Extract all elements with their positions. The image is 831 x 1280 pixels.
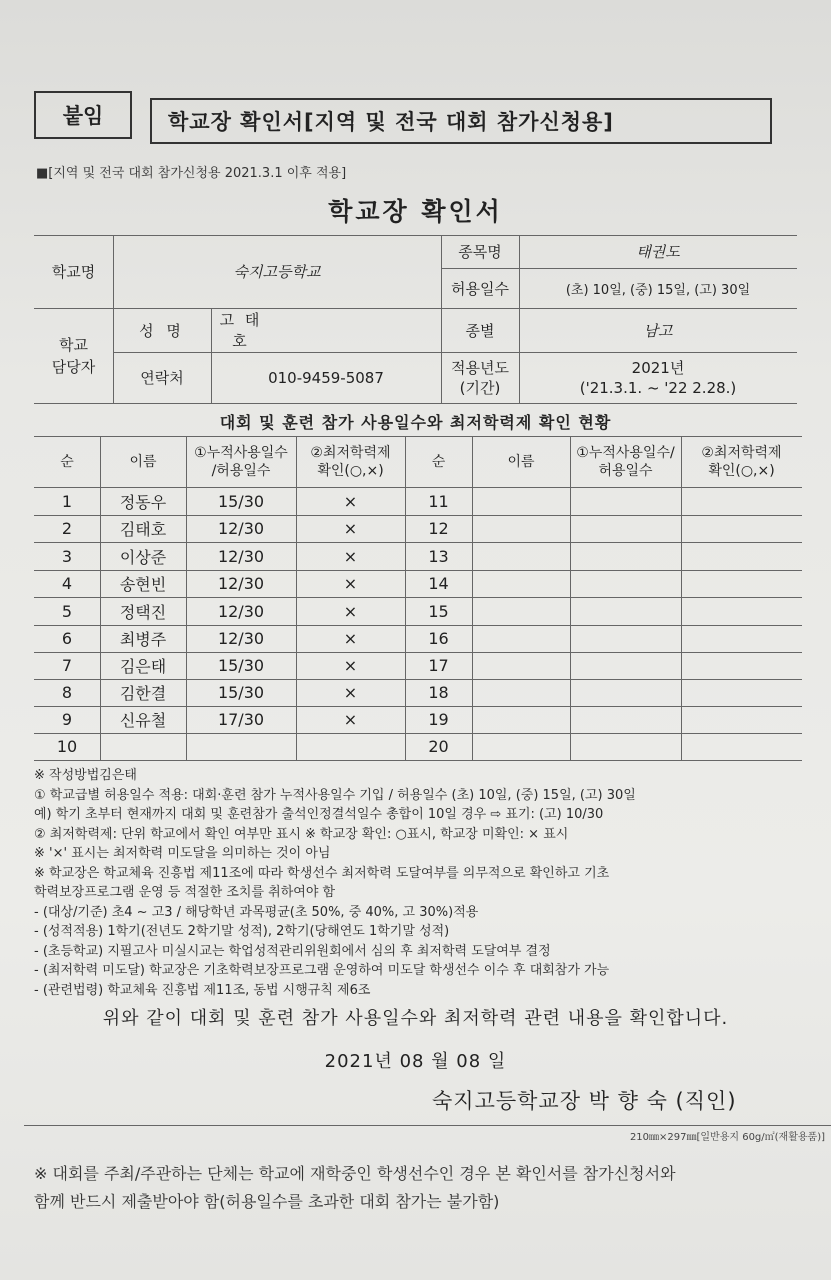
note-line: 학력보장프로그램 운영 등 적절한 조치를 취하여야 함	[34, 885, 336, 900]
manager-label	[34, 308, 113, 403]
col-header-academic-line1: ②최저학력제	[310, 445, 391, 461]
col-header-usage-line1: ①누적사용일수	[194, 445, 288, 461]
row-mark: ×	[343, 602, 358, 621]
manager-label-line1: 학교	[59, 335, 88, 354]
col-header-academic	[296, 437, 405, 487]
note-line: - (최저학력 미도달) 학교장은 기초학력보장프로그램 운영하여 미도달 학생선수 이수 후 대회참가 가능	[34, 963, 610, 978]
gender-value: 남고	[643, 321, 673, 340]
manager-label-line2: 담당자	[51, 357, 96, 376]
year-label	[441, 352, 519, 403]
note-line: ② 최저학력제: 단위 학교에서 확인 여부만 표시 ※ 학교장 확인: ○표시, 학교장 미확인: × 표시	[34, 826, 569, 842]
col-header-name-right: 이름	[507, 454, 535, 470]
row-no: 1	[61, 492, 73, 511]
row-name: 정동우	[119, 493, 167, 512]
row-mark: ×	[343, 492, 358, 511]
event-value: 태권도	[636, 243, 680, 261]
row-name: 김한결	[119, 684, 167, 703]
manager-name: 고 태 호	[219, 311, 263, 350]
year-label-line1: 적용년도	[451, 358, 509, 377]
row-mark: ×	[343, 629, 358, 648]
contact-label: 연락처	[140, 369, 184, 387]
row-mark: ×	[343, 547, 358, 566]
row-no-right: 11	[428, 492, 449, 511]
row-mark: ×	[343, 710, 358, 729]
note-line: - (초등학교) 지필고사 미실시교는 학업성적관리위원회에서 심의 후 최저학력 도달여부 결정	[34, 943, 551, 959]
row-no: 2	[61, 519, 73, 538]
year-label-line2: (기간)	[459, 378, 501, 397]
row-name: 최병주	[119, 630, 167, 649]
col-header-usage	[186, 437, 296, 487]
row-no: 7	[61, 656, 73, 675]
row-no-right: 14	[428, 574, 449, 593]
row-no-right: 18	[428, 683, 449, 702]
row-no-right: 15	[428, 602, 449, 621]
col-header-usage-right-line1: ①누적사용일수/	[576, 445, 675, 461]
year-value	[519, 352, 797, 403]
row-no-right: 19	[428, 710, 449, 729]
row-no-right: 20	[428, 737, 449, 756]
footer-line-1: ※ 대회를 주최/주관하는 단체는 학교에 재학중인 학생선수인 경우 본 확인서를 참가신청서와	[34, 1164, 676, 1183]
row-no: 5	[61, 602, 73, 621]
col-header-academic-right-line2: 확인(○,×)	[708, 463, 775, 479]
footer-line-2: 함께 반드시 제출받아야 함(허용일수를 초과한 대회 참가는 불가함)	[34, 1192, 500, 1211]
row-name: 이상준	[119, 548, 167, 567]
note-line: 예) 학기 초부터 현재까지 대회 및 훈련참가 출석인정결석일수 총합이 10일 경우 ⇨ 표기: (고) 10/30	[34, 807, 604, 822]
row-usage: 17/30	[217, 710, 265, 729]
contact-value: 010-9459-5087	[268, 368, 384, 387]
row-no: 3	[61, 547, 73, 566]
note-line: - (대상/기준) 초4 ~ 고3 / 해당학년 과목평균(초 50%, 중 40%, 고 30%)적용	[34, 904, 479, 920]
footer-note	[34, 1160, 814, 1216]
note-line: - (관련법령) 학교체육 진흥법 제11조, 동법 시행규칙 제6조	[34, 982, 371, 998]
row-name: 김은태	[119, 657, 167, 676]
applicability-note: ■[지역 및 전국 대회 참가신청용 2021.3.1 이후 적용]	[36, 166, 347, 181]
row-name: 송현빈	[119, 575, 167, 594]
row-no: 10	[56, 737, 78, 756]
principal-signature: 숙지고등학교장 박 향 숙 (직인)	[432, 1089, 737, 1113]
row-usage: 15/30	[217, 656, 265, 675]
row-usage: 15/30	[217, 492, 265, 511]
attachment-label: 붙임	[34, 91, 132, 139]
school-value: 숙지고등학교	[233, 263, 321, 281]
row-no: 6	[61, 629, 73, 648]
row-mark: ×	[343, 519, 358, 538]
instructions-notes	[34, 766, 824, 1000]
paper-spec: 210㎜×297㎜[일반용지 60g/㎡(재활용품)]	[629, 1132, 825, 1143]
col-header-academic-right	[681, 437, 802, 487]
row-name: 신유철	[119, 711, 167, 730]
name-label: 성 명	[139, 321, 185, 340]
row-usage: 12/30	[217, 574, 265, 593]
col-header-no: 순	[60, 454, 74, 470]
col-header-academic-line2: 확인(○,×)	[317, 463, 384, 479]
note-line: ※ 작성방법김은태	[34, 768, 137, 783]
col-header-no-right: 순	[431, 454, 446, 470]
row-no-right: 12	[428, 519, 449, 538]
row-usage: 15/30	[217, 683, 265, 702]
note-line: ※ '×' 표시는 최저학력 미도달을 의미하는 것이 아님	[34, 846, 331, 861]
note-line: ① 학교급별 허용일수 적용: 대회·훈련 참가 누적사용일수 기입 / 허용일수 (초) 10일, (중) 15일, (고) 30일	[34, 787, 636, 803]
divider	[24, 1125, 831, 1126]
row-name: 정택진	[119, 603, 167, 622]
row-usage: 12/30	[217, 547, 265, 566]
issue-date: 2021년 08 월 08 일	[324, 1051, 507, 1072]
year-value-line2: ('21.3.1. ~ '22 2.28.)	[579, 378, 737, 397]
section-title: 대회 및 훈련 참가 사용일수와 최저학력제 확인 현황	[219, 413, 612, 432]
confirmation-statement: 위와 같이 대회 및 훈련 참가 사용일수와 최저학력 관련 내용을 확인합니다.	[102, 1008, 729, 1029]
col-header-name: 이름	[129, 454, 157, 470]
document-title: 학교장 확인서	[328, 197, 503, 226]
row-name: 김태호	[119, 520, 167, 539]
col-header-usage-right-line2: 허용일수	[598, 463, 653, 479]
header-title: 학교장 확인서[지역 및 전국 대회 참가신청용]	[150, 98, 772, 144]
row-no-right: 17	[428, 656, 449, 675]
note-line: - (성적적용) 1학기(전년도 2학기말 성적), 2학기(당해연도 1학기말 성적)	[34, 924, 450, 939]
row-mark: ×	[343, 574, 358, 593]
row-mark: ×	[343, 656, 358, 675]
allowed-days-label: 허용일수	[451, 279, 509, 298]
allowed-days-value: (초) 10일, (중) 15일, (고) 30일	[565, 282, 751, 298]
event-label: 종목명	[458, 243, 502, 261]
note-line: ※ 학교장은 학교체육 진흥법 제11조에 따라 학생선수 최저학력 도달여부를 의무적으로 확인하고 기초	[34, 865, 610, 881]
col-header-academic-right-line1: ②최저학력제	[701, 445, 782, 461]
row-no-right: 16	[428, 629, 449, 648]
row-usage: 12/30	[217, 519, 265, 538]
school-label: 학교명	[51, 263, 96, 281]
row-usage: 12/30	[217, 629, 265, 648]
row-usage: 12/30	[217, 602, 265, 621]
row-no: 8	[61, 683, 73, 702]
col-header-usage-line2: /허용일수	[211, 463, 271, 479]
row-no-right: 13	[428, 547, 449, 566]
row-no: 9	[61, 710, 73, 729]
col-header-usage-right	[570, 437, 681, 487]
gender-label: 종별	[465, 321, 495, 340]
row-no: 4	[61, 574, 73, 593]
row-mark: ×	[343, 683, 358, 702]
year-value-line1: 2021년	[631, 358, 685, 377]
